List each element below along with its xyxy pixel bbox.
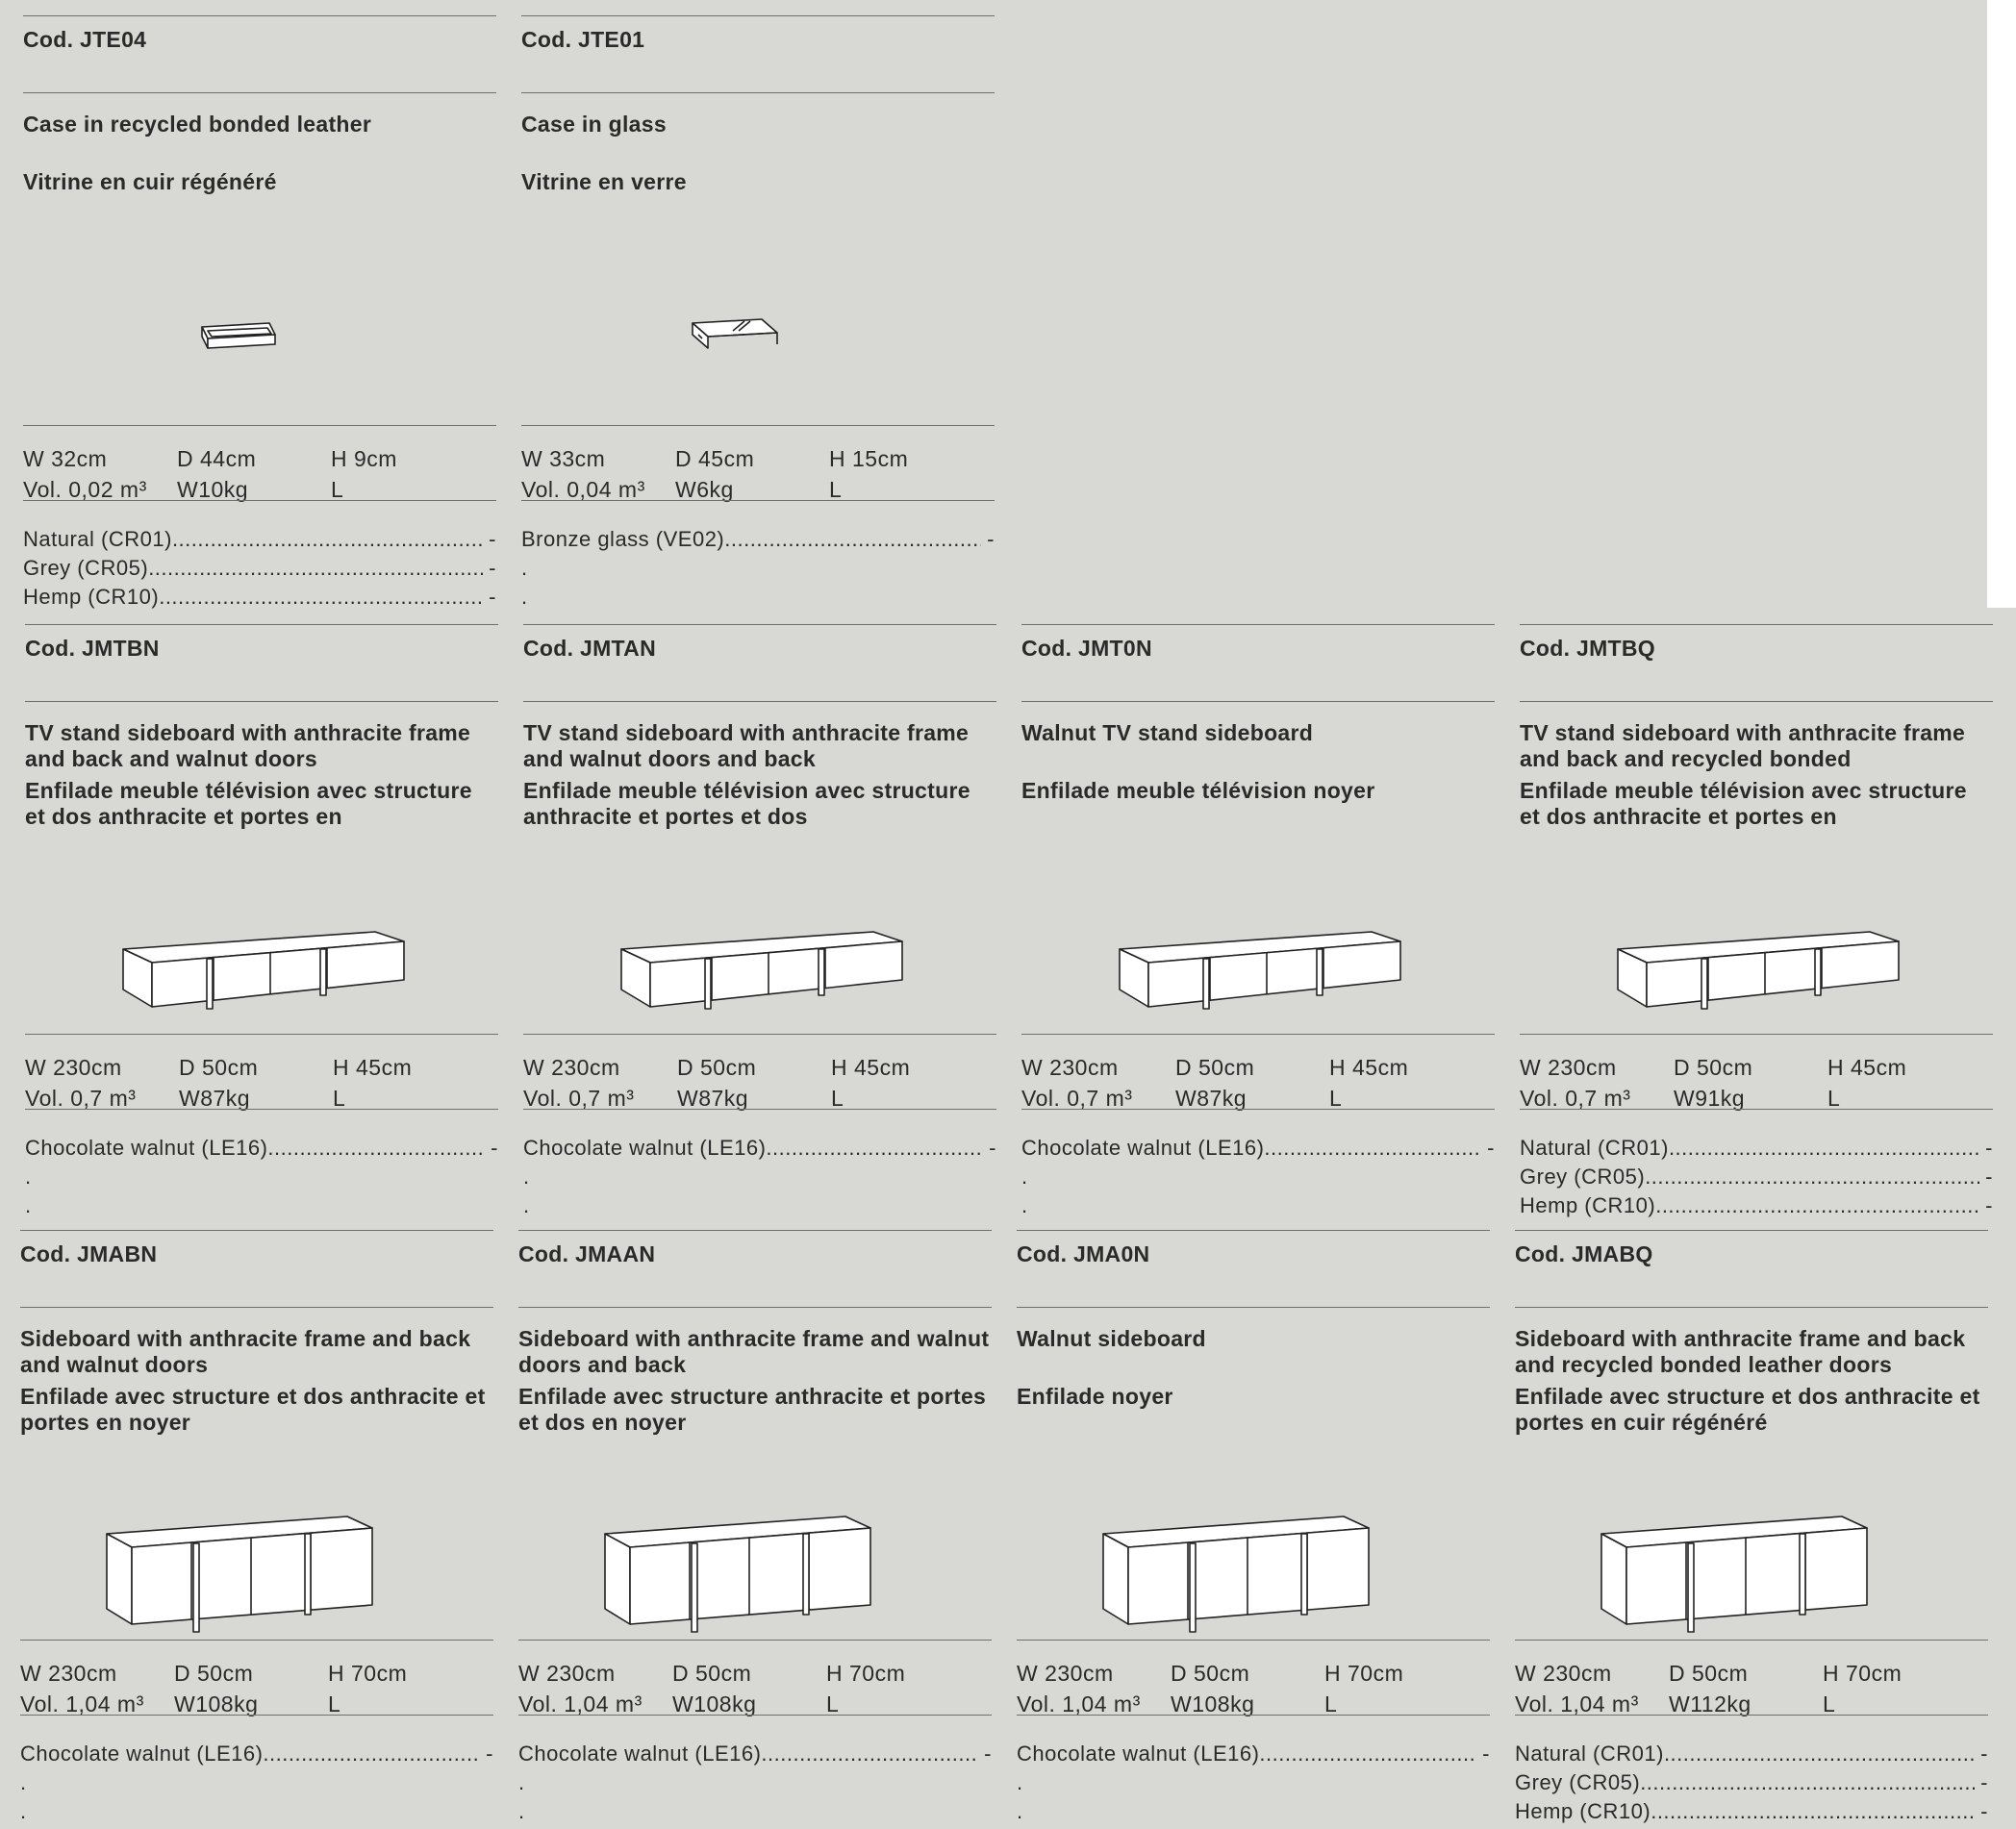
- depth-value: D 50cm: [677, 1055, 757, 1080]
- height-value: H 45cm: [1329, 1055, 1409, 1080]
- finish-price: -: [1985, 1136, 1993, 1160]
- product-code: Cod. JMTAN: [523, 636, 657, 661]
- description-english: Sideboard with anthracite frame and back and recycled bonded leather doors: [1515, 1326, 1966, 1377]
- finish-row: [23, 525, 496, 554]
- leg-2: [305, 1534, 311, 1615]
- finish-name: Hemp (CR10): [1520, 1193, 1656, 1217]
- finish-name: .: [518, 1770, 525, 1794]
- title-divider: [1520, 701, 1993, 702]
- product-code: Cod. JMAAN: [518, 1241, 656, 1266]
- page-edge-strip: [1987, 0, 2016, 608]
- finish-row: [518, 1740, 992, 1768]
- finish-name: Grey (CR05): [1520, 1165, 1646, 1189]
- tv-sideboard-icon: [1520, 836, 1993, 1028]
- dot-leader: [267, 1134, 485, 1163]
- sideboard-icon: [1017, 1441, 1490, 1634]
- finishes-list: [1520, 1134, 1993, 1220]
- product-code: Cod. JMT0N: [1021, 636, 1152, 661]
- depth-value: D 44cm: [177, 446, 257, 471]
- product-card: [1515, 1230, 1988, 1826]
- finish-price: -: [1482, 1741, 1490, 1766]
- height-value: H 45cm: [831, 1055, 911, 1080]
- finishes-list: [523, 1134, 996, 1220]
- finish-divider: [518, 1715, 992, 1716]
- length-label: L: [829, 477, 843, 502]
- depth-value: D 50cm: [1175, 1055, 1255, 1080]
- finish-divider: [1017, 1715, 1490, 1716]
- finish-row: [25, 1163, 498, 1191]
- description-french: Vitrine en cuir régénéré: [23, 169, 277, 194]
- finish-price: -: [1980, 1741, 1988, 1766]
- finish-price: -: [987, 527, 995, 551]
- depth-value: D 50cm: [1669, 1661, 1749, 1686]
- finish-name: .: [25, 1193, 32, 1217]
- length-label: L: [1329, 1086, 1343, 1111]
- product-card: [25, 624, 498, 1220]
- description-french: Enfilade meuble télévision avec structure anthracite et portes et dos: [523, 778, 970, 829]
- dot-leader: [263, 1740, 480, 1768]
- leg-2: [803, 1534, 809, 1615]
- tv-sideboard-icon: [25, 836, 498, 1028]
- finish-name: Bronze glass (VE02): [521, 527, 725, 551]
- dims-divider: [518, 1640, 992, 1641]
- sideboard-icon: [20, 1441, 493, 1634]
- weight-value: W108kg: [1171, 1691, 1255, 1716]
- finish-price: -: [1980, 1799, 1988, 1823]
- length-label: L: [331, 477, 344, 502]
- leg-1: [193, 1543, 199, 1632]
- sideboard-side: [605, 1534, 630, 1624]
- height-value: H 70cm: [826, 1661, 906, 1686]
- leg-1: [1701, 959, 1707, 1009]
- length-label: L: [1823, 1691, 1836, 1716]
- dot-leader: [761, 1740, 978, 1768]
- finishes-list: [20, 1740, 493, 1826]
- finish-row: [521, 554, 995, 583]
- leg-2: [1301, 1534, 1307, 1615]
- finish-name: Chocolate walnut (LE16): [523, 1136, 767, 1160]
- product-code: Cod. JMTBQ: [1520, 636, 1655, 661]
- product-code: Cod. JMTBN: [25, 636, 160, 661]
- finish-row: [518, 1768, 992, 1797]
- finish-name: .: [20, 1799, 27, 1823]
- leg-2: [1815, 949, 1821, 995]
- product-card: [23, 15, 496, 612]
- finish-row: [25, 1134, 498, 1163]
- leg-1: [1688, 1543, 1694, 1632]
- description-french: Enfilade noyer: [1017, 1384, 1173, 1409]
- finish-row: [20, 1740, 493, 1768]
- finish-price: -: [1980, 1770, 1988, 1794]
- finish-name: .: [25, 1165, 32, 1189]
- description-french: Enfilade meuble télévision avec structure et dos anthracite et portes en: [25, 778, 472, 829]
- dot-leader: [1664, 1740, 1975, 1768]
- top-divider: [1021, 624, 1495, 625]
- volume-value: Vol. 1,04 m³: [20, 1691, 144, 1716]
- dims-divider: [23, 425, 496, 426]
- volume-value: Vol. 1,04 m³: [1017, 1691, 1141, 1716]
- height-value: H 45cm: [333, 1055, 413, 1080]
- finish-row: [1515, 1797, 1988, 1826]
- height-value: H 70cm: [1823, 1661, 1903, 1686]
- sideboard-side: [1103, 1534, 1128, 1624]
- product-card: [521, 15, 995, 612]
- product-code: Cod. JMABQ: [1515, 1241, 1653, 1266]
- leg-1: [1203, 959, 1209, 1009]
- weight-value: W10kg: [177, 477, 249, 502]
- depth-value: D 50cm: [179, 1055, 259, 1080]
- volume-value: Vol. 1,04 m³: [1515, 1691, 1639, 1716]
- dot-leader: [148, 554, 483, 583]
- product-card: [523, 624, 996, 1220]
- depth-value: D 45cm: [675, 446, 755, 471]
- tv-sideboard-icon: [1021, 836, 1495, 1028]
- finish-divider: [1021, 1109, 1495, 1110]
- weight-value: W87kg: [1175, 1086, 1247, 1111]
- title-divider: [23, 92, 496, 93]
- finish-row: [1021, 1163, 1495, 1191]
- title-divider: [1017, 1307, 1490, 1308]
- leg-1: [705, 959, 711, 1009]
- finish-name: Hemp (CR10): [1515, 1799, 1651, 1823]
- title-divider: [523, 701, 996, 702]
- dot-leader: [1640, 1768, 1975, 1797]
- finish-divider: [25, 1109, 498, 1110]
- volume-value: Vol. 1,04 m³: [518, 1691, 643, 1716]
- top-divider: [23, 15, 496, 16]
- height-value: H 70cm: [328, 1661, 408, 1686]
- finish-name: .: [523, 1193, 530, 1217]
- dot-leader: [1264, 1134, 1481, 1163]
- finish-row: [1515, 1740, 1988, 1768]
- width-value: W 230cm: [1017, 1661, 1114, 1686]
- dims-divider: [521, 425, 995, 426]
- dims-divider: [20, 1640, 493, 1641]
- product-code: Cod. JMA0N: [1017, 1241, 1150, 1266]
- finishes-list: [23, 525, 496, 612]
- finish-divider: [521, 500, 995, 501]
- finish-row: [20, 1768, 493, 1797]
- volume-value: Vol. 0,04 m³: [521, 477, 645, 502]
- dot-leader: [172, 525, 483, 554]
- finish-name: .: [1017, 1799, 1023, 1823]
- finish-row: [1520, 1134, 1993, 1163]
- top-divider: [25, 624, 498, 625]
- top-divider: [521, 15, 995, 16]
- volume-value: Vol. 0,02 m³: [23, 477, 147, 502]
- finishes-list: [25, 1134, 498, 1220]
- finish-price: -: [489, 556, 496, 580]
- volume-value: Vol. 0,7 m³: [25, 1086, 137, 1111]
- dims-divider: [1515, 1640, 1988, 1641]
- description-french: Enfilade meuble télévision noyer: [1021, 778, 1375, 803]
- dot-leader: [1259, 1740, 1476, 1768]
- dot-leader: [1645, 1163, 1979, 1191]
- title-divider: [1515, 1307, 1988, 1308]
- finish-price: -: [984, 1741, 992, 1766]
- finish-price: -: [1985, 1193, 1993, 1217]
- leg-2: [819, 949, 824, 995]
- finish-name: Chocolate walnut (LE16): [25, 1136, 268, 1160]
- finish-price: -: [489, 585, 496, 609]
- finish-name: .: [521, 556, 528, 580]
- width-value: W 33cm: [521, 446, 606, 471]
- finish-name: .: [1017, 1770, 1023, 1794]
- finish-divider: [20, 1715, 493, 1716]
- finish-price: -: [1985, 1165, 1993, 1189]
- leg-1: [692, 1543, 697, 1632]
- finish-row: [1520, 1163, 1993, 1191]
- description-english: TV stand sideboard with anthracite frame and back and walnut doors: [25, 720, 471, 771]
- description-english: Case in recycled bonded leather: [23, 112, 372, 137]
- weight-value: W91kg: [1674, 1086, 1746, 1111]
- finish-price: -: [486, 1741, 493, 1766]
- width-value: W 230cm: [1515, 1661, 1612, 1686]
- dims-divider: [25, 1034, 498, 1035]
- finish-row: [1017, 1740, 1490, 1768]
- height-value: H 9cm: [331, 446, 397, 471]
- length-label: L: [333, 1086, 346, 1111]
- glass-case-icon: [521, 227, 995, 419]
- sideboard-icon: [518, 1441, 992, 1634]
- description-english: Case in glass: [521, 112, 667, 137]
- finish-divider: [1515, 1715, 1988, 1716]
- finish-name: Hemp (CR10): [23, 585, 160, 609]
- title-divider: [521, 92, 995, 93]
- weight-value: W87kg: [179, 1086, 251, 1111]
- finish-name: Chocolate walnut (LE16): [518, 1741, 762, 1766]
- finish-row: [523, 1191, 996, 1220]
- dims-divider: [1017, 1640, 1490, 1641]
- finish-row: [521, 525, 995, 554]
- finish-name: .: [1021, 1193, 1028, 1217]
- description-english: Walnut TV stand sideboard: [1021, 720, 1314, 745]
- finish-row: [523, 1134, 996, 1163]
- product-card: [1021, 624, 1495, 1220]
- finish-row: [25, 1191, 498, 1220]
- weight-value: W6kg: [675, 477, 734, 502]
- width-value: W 230cm: [1520, 1055, 1617, 1080]
- tv-sideboard-icon: [523, 836, 996, 1028]
- finish-name: Chocolate walnut (LE16): [20, 1741, 264, 1766]
- width-value: W 230cm: [523, 1055, 620, 1080]
- dot-leader: [724, 525, 981, 554]
- width-value: W 32cm: [23, 446, 108, 471]
- width-value: W 230cm: [25, 1055, 122, 1080]
- finish-row: [1017, 1768, 1490, 1797]
- description-french: Enfilade avec structure anthracite et portes et dos en noyer: [518, 1384, 987, 1435]
- description-english: Sideboard with anthracite frame and back and walnut doors: [20, 1326, 471, 1377]
- width-value: W 230cm: [20, 1661, 117, 1686]
- finishes-list: [521, 525, 995, 612]
- volume-value: Vol. 0,7 m³: [523, 1086, 635, 1111]
- product-card: [518, 1230, 992, 1826]
- sideboard-icon: [1515, 1441, 1988, 1634]
- length-label: L: [1324, 1691, 1338, 1716]
- finish-divider: [1520, 1109, 1993, 1110]
- description-english: Sideboard with anthracite frame and walnut doors and back: [518, 1326, 990, 1377]
- finish-name: Natural (CR01): [1520, 1136, 1669, 1160]
- finish-row: [1520, 1191, 1993, 1220]
- product-code: Cod. JTE04: [23, 27, 147, 52]
- dims-divider: [523, 1034, 996, 1035]
- title-divider: [1021, 701, 1495, 702]
- length-label: L: [1827, 1086, 1841, 1111]
- product-code: Cod. JMABN: [20, 1241, 158, 1266]
- product-card: [20, 1230, 493, 1826]
- sideboard-side: [1601, 1534, 1626, 1624]
- finish-row: [1017, 1797, 1490, 1826]
- top-divider: [1520, 624, 1993, 625]
- height-value: H 15cm: [829, 446, 909, 471]
- finish-price: -: [989, 1136, 996, 1160]
- title-divider: [20, 1307, 493, 1308]
- product-code: Cod. JTE01: [521, 27, 645, 52]
- volume-value: Vol. 0,7 m³: [1021, 1086, 1133, 1111]
- description-english: TV stand sideboard with anthracite frame and walnut doors and back: [523, 720, 970, 771]
- finish-name: Natural (CR01): [23, 527, 172, 551]
- finish-row: [1021, 1191, 1495, 1220]
- top-divider: [518, 1230, 992, 1231]
- dot-leader: [1651, 1797, 1975, 1826]
- depth-value: D 50cm: [1171, 1661, 1250, 1686]
- finish-divider: [523, 1109, 996, 1110]
- dot-leader: [766, 1134, 983, 1163]
- finish-name: Grey (CR05): [1515, 1770, 1641, 1794]
- sideboard-side: [107, 1534, 132, 1624]
- dot-leader: [159, 583, 483, 612]
- description-french: Enfilade meuble télévision avec structure et dos anthracite et portes en: [1520, 778, 1967, 829]
- weight-value: W108kg: [672, 1691, 757, 1716]
- title-divider: [25, 701, 498, 702]
- weight-value: W112kg: [1669, 1691, 1751, 1716]
- finish-divider: [23, 500, 496, 501]
- top-divider: [1017, 1230, 1490, 1231]
- finish-name: Natural (CR01): [1515, 1741, 1664, 1766]
- product-card: [1520, 624, 1993, 1220]
- length-label: L: [831, 1086, 844, 1111]
- description-english: TV stand sideboard with anthracite frame and back and recycled bonded: [1520, 720, 1966, 771]
- finish-row: [518, 1797, 992, 1826]
- finish-price: -: [1487, 1136, 1495, 1160]
- height-value: H 70cm: [1324, 1661, 1404, 1686]
- dims-divider: [1520, 1034, 1993, 1035]
- finish-price: -: [491, 1136, 498, 1160]
- finish-name: .: [521, 585, 528, 609]
- length-label: L: [328, 1691, 341, 1716]
- finish-name: .: [523, 1165, 530, 1189]
- finish-row: [23, 583, 496, 612]
- finish-name: Grey (CR05): [23, 556, 149, 580]
- description-english: Walnut sideboard: [1017, 1326, 1206, 1351]
- top-divider: [1515, 1230, 1988, 1231]
- product-card: [1017, 1230, 1490, 1826]
- leg-1: [207, 959, 213, 1009]
- dot-leader: [1669, 1134, 1979, 1163]
- leg-2: [1317, 949, 1323, 995]
- finish-name: .: [1021, 1165, 1028, 1189]
- leg-2: [1800, 1534, 1805, 1615]
- finishes-list: [518, 1740, 992, 1826]
- depth-value: D 50cm: [672, 1661, 752, 1686]
- finish-name: Chocolate walnut (LE16): [1017, 1741, 1260, 1766]
- depth-value: D 50cm: [1674, 1055, 1753, 1080]
- leg-2: [320, 949, 326, 995]
- finish-name: Chocolate walnut (LE16): [1021, 1136, 1265, 1160]
- length-label: L: [826, 1691, 840, 1716]
- dims-divider: [1021, 1034, 1495, 1035]
- height-value: H 45cm: [1827, 1055, 1907, 1080]
- top-divider: [20, 1230, 493, 1231]
- finish-row: [521, 583, 995, 612]
- finish-name: .: [518, 1799, 525, 1823]
- weight-value: W87kg: [677, 1086, 749, 1111]
- description-french: Enfilade avec structure et dos anthracite et portes en noyer: [20, 1384, 486, 1435]
- dot-leader: [1655, 1191, 1979, 1220]
- leather-case-icon: [23, 227, 496, 419]
- depth-value: D 50cm: [174, 1661, 254, 1686]
- finish-row: [20, 1797, 493, 1826]
- finish-price: -: [489, 527, 496, 551]
- weight-value: W108kg: [174, 1691, 259, 1716]
- volume-value: Vol. 0,7 m³: [1520, 1086, 1631, 1111]
- title-divider: [518, 1307, 992, 1308]
- width-value: W 230cm: [1021, 1055, 1119, 1080]
- leg-1: [1190, 1543, 1196, 1632]
- finish-row: [1515, 1768, 1988, 1797]
- finish-row: [1021, 1134, 1495, 1163]
- description-french: Enfilade avec structure et dos anthracite et portes en cuir régénéré: [1515, 1384, 1980, 1435]
- finishes-list: [1515, 1740, 1988, 1826]
- finishes-list: [1021, 1134, 1495, 1220]
- finish-row: [523, 1163, 996, 1191]
- description-french: Vitrine en verre: [521, 169, 687, 194]
- finish-name: .: [20, 1770, 27, 1794]
- finishes-list: [1017, 1740, 1490, 1826]
- width-value: W 230cm: [518, 1661, 616, 1686]
- finish-row: [23, 554, 496, 583]
- top-divider: [523, 624, 996, 625]
